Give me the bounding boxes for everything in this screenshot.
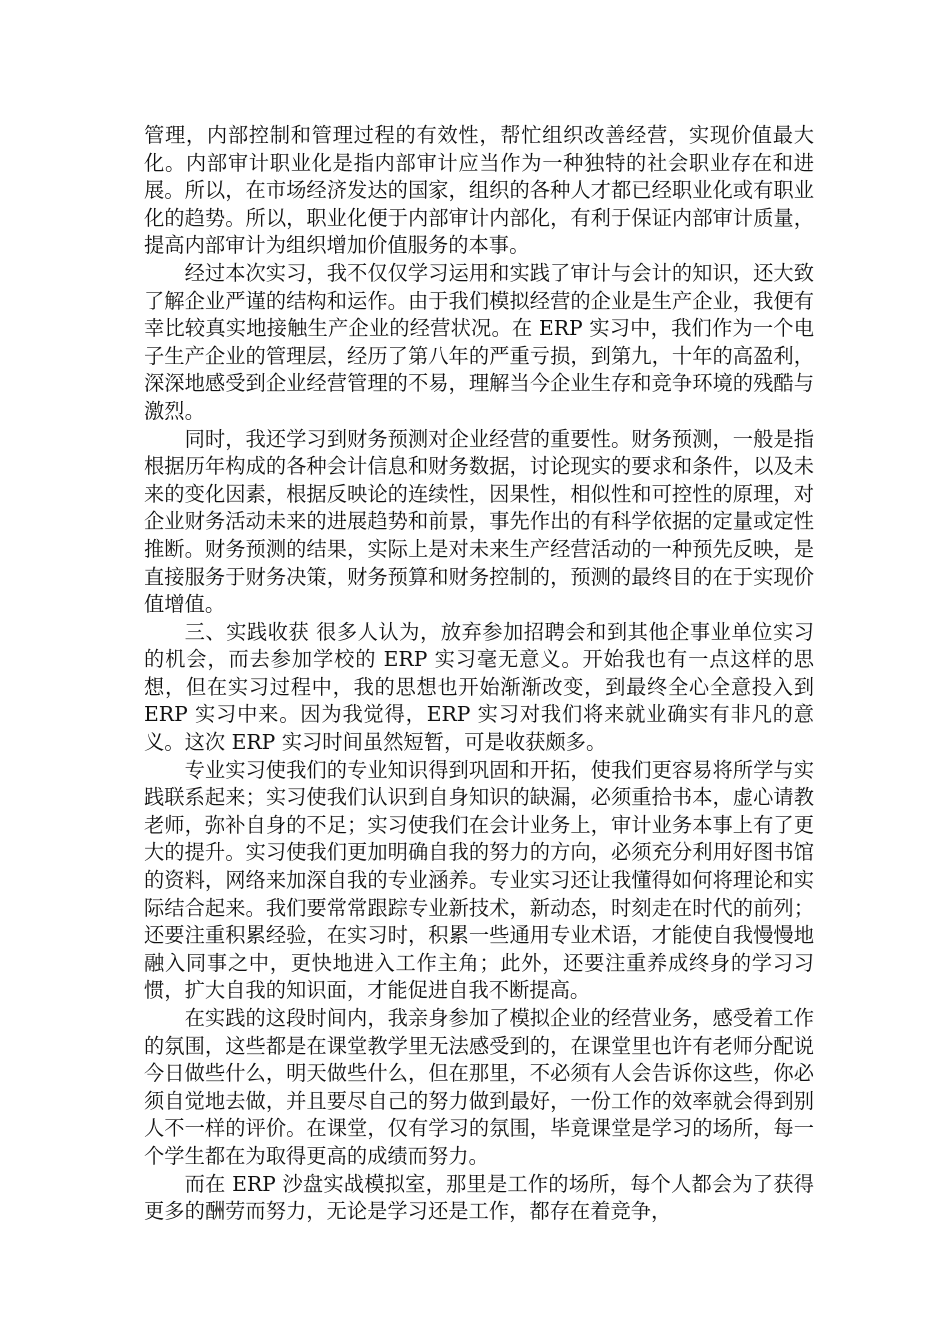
paragraph-6: 在实践的这段时间内，我亲身参加了模拟企业的经营业务，感受着工作的氛围，这些都是在课堂教学里无法感受到的，在课堂里也许有老师分配说今日做些什么，明天做些什么，但在那里，不必须有人会告诉你这些，你必须自觉地去做，并且要尽自己的努力做到最好，一份工作的效率就会得到别人不一样的评价。在课堂，仅有学习的氛围，毕竟课堂是学习的场所，每一个学生都在为取得更高的成绩而努力。 (144, 1006, 814, 1168)
paragraph-5: 专业实习使我们的专业知识得到巩固和开拓，使我们更容易将所学与实践联系起来；实习使我们认识到自身知识的缺漏，必须重拾书本，虚心请教老师，弥补自身的不足；实习使我们在会计业务上，审计业务本事上有了更大的提升。实习使我们更加明确自我的努力的方向，必须充分利用好图书馆的资料，网络来加深自我的专业涵养。专业实习还让我懂得如何将理论和实际结合起来。我们要常常跟踪专业新技术，新动态，时刻走在时代的前列；还要注重积累经验，在实习时，积累一些通用专业术语，才能使自我慢慢地融入同事之中，更快地进入工作主角；此外，还要注重养成终身的学习习惯，扩大自我的知识面，才能促进自我不断提高。 (144, 757, 814, 1003)
paragraph-1: 管理，内部控制和管理过程的有效性，帮忙组织改善经营，实现价值最大化。内部审计职业化是指内部审计应当作为一种独特的社会职业存在和进展。所以，在市场经济发达的国家，组织的各种人才都已经职业化或有职业化的趋势。所以，职业化便于内部审计内部化，有利于保证内部审计质量，提高内部审计为组织增加价值服务的本事。 (144, 123, 814, 258)
paragraph-4: 三、实践收获 很多人认为，放弃参加招聘会和到其他企事业单位实习的机会，而去参加学校的 ERP 实习毫无意义。开始我也有一点这样的思想，但在实习过程中，我的思想也开始渐渐改变，到最终全心全意投入到 ERP 实习中来。因为我觉得，ERP 实习对我们将来就业确实有非凡的意义。这次 ERP 实习时间虽然短暂，可是收获颇多。 (144, 619, 814, 755)
document-body (144, 122, 814, 1226)
paragraph-7: 而在 ERP 沙盘实战模拟室，那里是工作的场所，每个人都会为了获得更多的酬劳而努力，无论是学习还是工作，都存在着竞争， (144, 1171, 814, 1224)
paragraph-3: 同时，我还学习到财务预测对企业经营的重要性。财务预测，一般是指根据历年构成的各种会计信息和财务数据，讨论现实的要求和条件，以及未来的变化因素，根据反映论的连续性，因果性，相似性和可控性的原理，对企业财务活动未来的进展趋势和前景，事先作出的有科学依据的定量或定性推断。财务预测的结果，实际上是对未来生产经营活动的一种预先反映，是直接服务于财务决策，财务预算和财务控制的，预测的最终目的在于实现价值增值。 (144, 426, 814, 617)
paragraph-2: 经过本次实习，我不仅仅学习运用和实践了审计与会计的知识，还大致了解企业严谨的结构和运作。由于我们模拟经营的企业是生产企业，我便有幸比较真实地接触生产企业的经营状况。在 ERP 实习中，我们作为一个电子生产企业的管理层，经历了第八年的严重亏损，到第九，十年的高盈利，深深地感受到企业经营管理的不易，理解当今企业生存和竞争环境的残酷与激烈。 (144, 260, 814, 423)
